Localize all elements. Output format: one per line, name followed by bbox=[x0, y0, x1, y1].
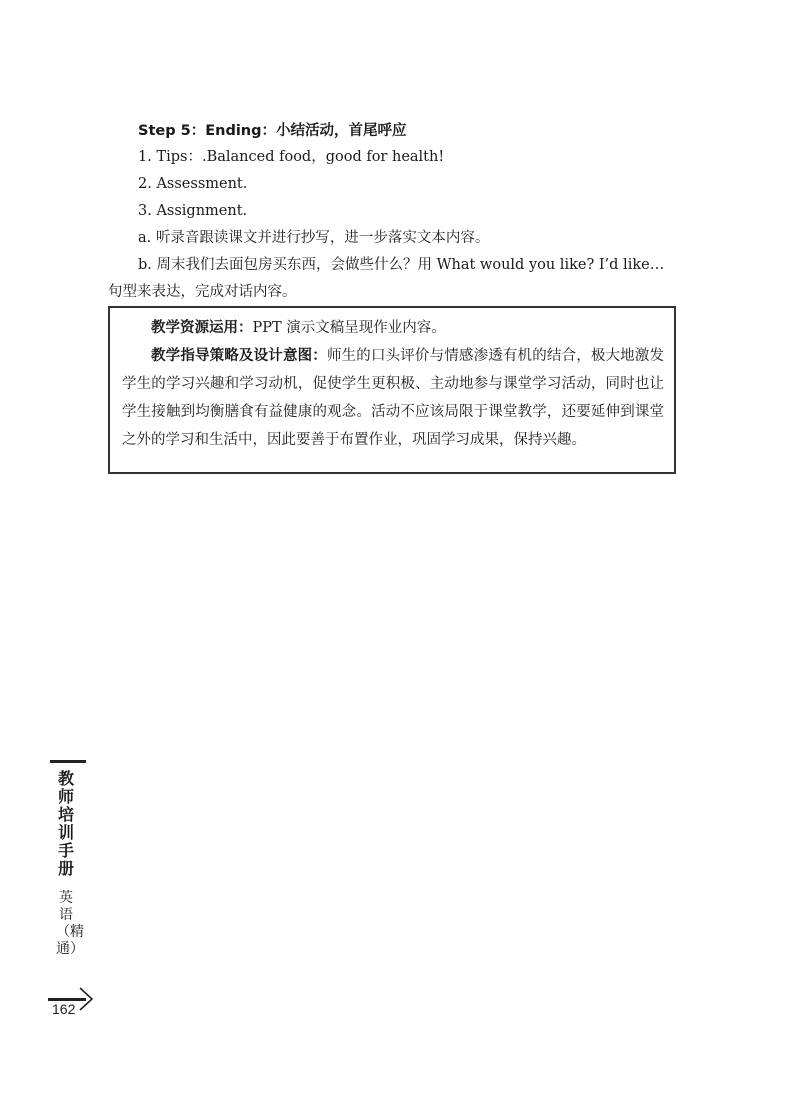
chevron-right-icon bbox=[78, 986, 94, 1012]
page-number: 162 bbox=[52, 1001, 76, 1017]
side-tab bbox=[48, 760, 92, 1000]
tips-line: 1. Tips：.Balanced food，good for health! bbox=[138, 149, 445, 165]
assignment-a-line: a. 听录音跟读课文并进行抄写，进一步落实文本内容。 bbox=[138, 230, 490, 246]
strategy-paragraph bbox=[122, 342, 664, 454]
strategy-text: 师生的口头评价与情感渗透有机的结合，极大地激发学生的学习兴趣和学习动机，促使学生更积极、主动地参与课堂学习活动，同时也让学生接触到均衡膳食有益健康的观念。活动不应该局限于课堂教学，还要延伸到课堂之外的学习和生活中，因此要善于布置作业，巩固学习成果，保持兴趣。 bbox=[122, 348, 665, 448]
assignment-line: 3. Assignment. bbox=[138, 203, 248, 219]
side-tab-top-rule bbox=[50, 760, 86, 763]
teaching-note-box bbox=[108, 306, 676, 474]
resource-paragraph bbox=[122, 314, 664, 342]
assessment-line: 2. Assessment. bbox=[138, 176, 248, 192]
side-tab-title: 教师培训手册 bbox=[57, 769, 74, 878]
main-content bbox=[108, 112, 688, 306]
resource-text: PPT 演示文稿呈现作业内容。 bbox=[252, 320, 446, 336]
resource-label: 教学资源运用： bbox=[151, 320, 253, 336]
assignment-b-line: b. 周末我们去面包房买东西，会做些什么？用 What would you like? I’d like… bbox=[138, 257, 665, 273]
step-title: Step 5：Ending：小结活动，首尾呼应 bbox=[138, 123, 407, 139]
strategy-label: 教学指导策略及设计意图： bbox=[151, 348, 327, 364]
side-tab-subtitle: 英语（精通） bbox=[56, 890, 84, 957]
assignment-b-continuation: 句型来表达，完成对话内容。 bbox=[108, 284, 297, 300]
